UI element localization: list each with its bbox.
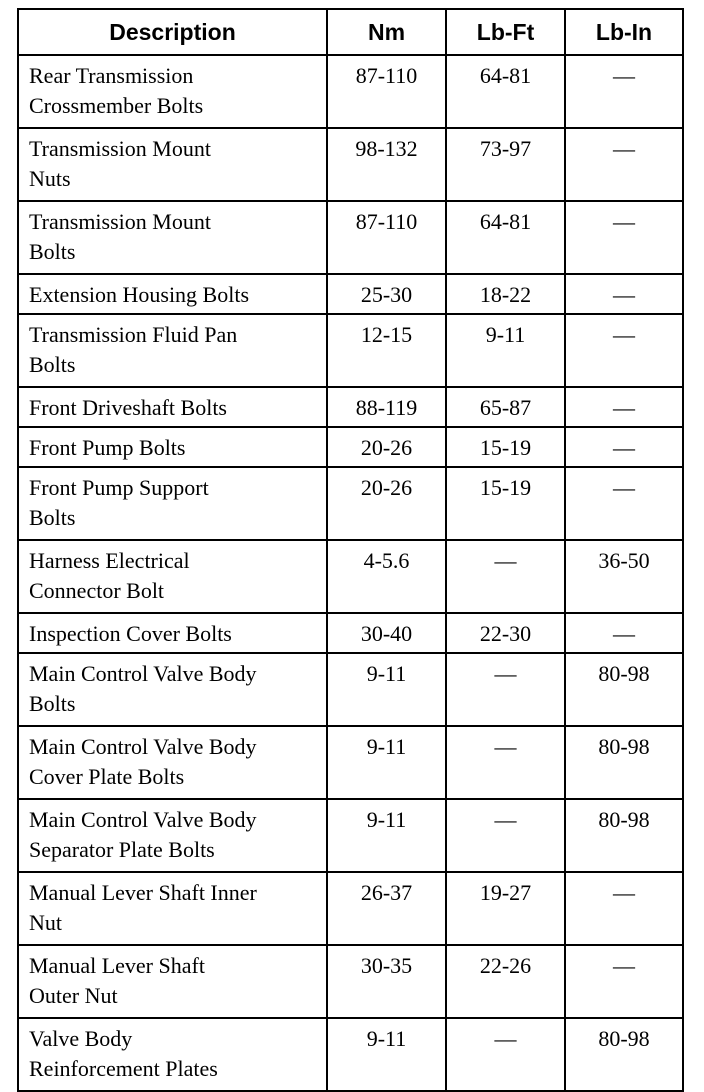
lb-in-cell: — bbox=[565, 613, 683, 653]
description-line: Manual Lever Shaft Inner bbox=[29, 880, 257, 905]
table-row bbox=[18, 55, 683, 128]
nm-cell: 87-110 bbox=[327, 55, 446, 128]
table-row bbox=[18, 1018, 683, 1091]
lb-in-cell: 80-98 bbox=[565, 1018, 683, 1091]
lb-in-cell: — bbox=[565, 427, 683, 467]
description-line: Transmission Fluid Pan bbox=[29, 322, 238, 347]
description-cell bbox=[18, 540, 327, 613]
description-line: Reinforcement Plates bbox=[29, 1056, 218, 1081]
lb-ft-cell: 73-97 bbox=[446, 128, 565, 201]
description-line: Transmission Mount bbox=[29, 209, 211, 234]
lb-in-cell: 36-50 bbox=[565, 540, 683, 613]
description-line: Bolts bbox=[29, 505, 76, 530]
lb-ft-cell: 22-30 bbox=[446, 613, 565, 653]
table-row bbox=[18, 314, 683, 387]
description-cell bbox=[18, 427, 327, 467]
description-line: Manual Lever Shaft bbox=[29, 953, 205, 978]
description-line: Front Pump Bolts bbox=[29, 435, 186, 460]
lb-ft-cell: — bbox=[446, 653, 565, 726]
lb-ft-cell: 15-19 bbox=[446, 467, 565, 540]
table-row bbox=[18, 128, 683, 201]
description-cell bbox=[18, 201, 327, 274]
lb-ft-cell: 64-81 bbox=[446, 55, 565, 128]
description-line: Bolts bbox=[29, 691, 76, 716]
header-lb-in: Lb-In bbox=[565, 9, 683, 55]
lb-in-cell: — bbox=[565, 128, 683, 201]
nm-cell: 9-11 bbox=[327, 799, 446, 872]
description-cell bbox=[18, 55, 327, 128]
lb-in-cell: 80-98 bbox=[565, 653, 683, 726]
torque-spec-table bbox=[17, 8, 684, 1092]
description-line: Connector Bolt bbox=[29, 578, 165, 603]
description-line: Separator Plate Bolts bbox=[29, 837, 215, 862]
description-cell bbox=[18, 613, 327, 653]
nm-cell: 30-40 bbox=[327, 613, 446, 653]
table-body bbox=[18, 55, 683, 1091]
lb-ft-cell: 9-11 bbox=[446, 314, 565, 387]
description-line: Crossmember Bolts bbox=[29, 93, 204, 118]
nm-cell: 9-11 bbox=[327, 653, 446, 726]
description-line: Outer Nut bbox=[29, 983, 118, 1008]
lb-ft-cell: — bbox=[446, 1018, 565, 1091]
lb-in-cell: — bbox=[565, 201, 683, 274]
nm-cell: 12-15 bbox=[327, 314, 446, 387]
table-row bbox=[18, 467, 683, 540]
description-line: Rear Transmission bbox=[29, 63, 194, 88]
description-cell bbox=[18, 799, 327, 872]
nm-cell: 26-37 bbox=[327, 872, 446, 945]
nm-cell: 4-5.6 bbox=[327, 540, 446, 613]
table-row bbox=[18, 653, 683, 726]
table-row bbox=[18, 613, 683, 653]
lb-in-cell: 80-98 bbox=[565, 799, 683, 872]
description-line: Bolts bbox=[29, 352, 76, 377]
nm-cell: 87-110 bbox=[327, 201, 446, 274]
table-row bbox=[18, 427, 683, 467]
description-line: Front Driveshaft Bolts bbox=[29, 395, 227, 420]
lb-ft-cell: — bbox=[446, 726, 565, 799]
description-line: Cover Plate Bolts bbox=[29, 764, 185, 789]
nm-cell: 9-11 bbox=[327, 1018, 446, 1091]
table-row bbox=[18, 945, 683, 1018]
table-row bbox=[18, 872, 683, 945]
lb-ft-cell: 15-19 bbox=[446, 427, 565, 467]
lb-in-cell: — bbox=[565, 314, 683, 387]
description-line: Transmission Mount bbox=[29, 136, 211, 161]
header-lb-ft: Lb-Ft bbox=[446, 9, 565, 55]
description-line: Nut bbox=[29, 910, 62, 935]
nm-cell: 20-26 bbox=[327, 427, 446, 467]
nm-cell: 20-26 bbox=[327, 467, 446, 540]
description-line: Front Pump Support bbox=[29, 475, 209, 500]
description-line: Nuts bbox=[29, 166, 71, 191]
description-cell bbox=[18, 274, 327, 314]
table-row bbox=[18, 726, 683, 799]
table-row bbox=[18, 201, 683, 274]
description-cell bbox=[18, 387, 327, 427]
nm-cell: 98-132 bbox=[327, 128, 446, 201]
lb-ft-cell: 19-27 bbox=[446, 872, 565, 945]
description-line: Main Control Valve Body bbox=[29, 807, 257, 832]
nm-cell: 30-35 bbox=[327, 945, 446, 1018]
description-cell bbox=[18, 653, 327, 726]
lb-ft-cell: 22-26 bbox=[446, 945, 565, 1018]
nm-cell: 9-11 bbox=[327, 726, 446, 799]
description-line: Extension Housing Bolts bbox=[29, 282, 250, 307]
lb-in-cell: — bbox=[565, 945, 683, 1018]
description-cell bbox=[18, 467, 327, 540]
lb-ft-cell: 65-87 bbox=[446, 387, 565, 427]
lb-ft-cell: — bbox=[446, 799, 565, 872]
table-row bbox=[18, 799, 683, 872]
description-line: Inspection Cover Bolts bbox=[29, 621, 232, 646]
lb-in-cell: — bbox=[565, 467, 683, 540]
lb-in-cell: — bbox=[565, 274, 683, 314]
description-cell bbox=[18, 1018, 327, 1091]
lb-ft-cell: 64-81 bbox=[446, 201, 565, 274]
description-line: Valve Body bbox=[29, 1026, 133, 1051]
lb-in-cell: — bbox=[565, 387, 683, 427]
description-cell bbox=[18, 945, 327, 1018]
description-cell bbox=[18, 128, 327, 201]
nm-cell: 88-119 bbox=[327, 387, 446, 427]
lb-ft-cell: — bbox=[446, 540, 565, 613]
description-line: Bolts bbox=[29, 239, 76, 264]
header-row bbox=[18, 9, 683, 55]
description-cell bbox=[18, 314, 327, 387]
lb-in-cell: 80-98 bbox=[565, 726, 683, 799]
table-row bbox=[18, 540, 683, 613]
lb-in-cell: — bbox=[565, 872, 683, 945]
table-row bbox=[18, 274, 683, 314]
lb-in-cell: — bbox=[565, 55, 683, 128]
header-nm: Nm bbox=[327, 9, 446, 55]
description-cell bbox=[18, 872, 327, 945]
description-line: Harness Electrical bbox=[29, 548, 190, 573]
lb-ft-cell: 18-22 bbox=[446, 274, 565, 314]
table-row bbox=[18, 387, 683, 427]
header-description: Description bbox=[18, 9, 327, 55]
description-line: Main Control Valve Body bbox=[29, 661, 257, 686]
description-line: Main Control Valve Body bbox=[29, 734, 257, 759]
nm-cell: 25-30 bbox=[327, 274, 446, 314]
description-cell bbox=[18, 726, 327, 799]
